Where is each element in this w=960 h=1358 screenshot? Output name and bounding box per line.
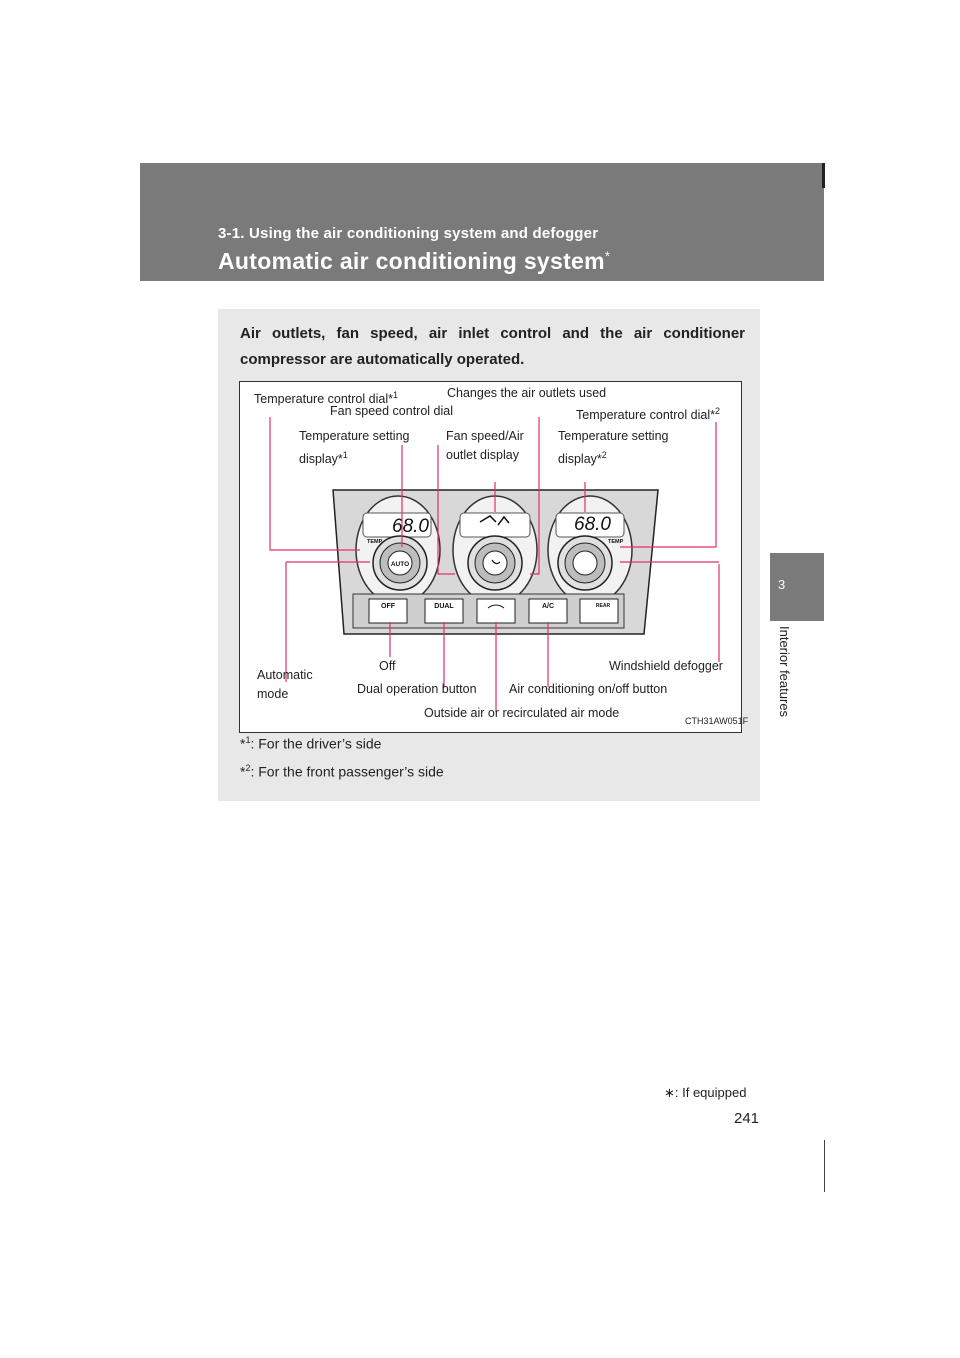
label-outlets: Changes the air outlets used: [447, 386, 607, 400]
label-temp-display-2-sup: 2: [601, 450, 607, 460]
label-dual: Dual operation button: [357, 682, 477, 696]
page-title: [218, 248, 610, 275]
label-temp-dial-2-sup: 2: [714, 406, 720, 416]
label-auto-line1: Automatic: [257, 668, 313, 682]
dual-button-text: DUAL: [434, 603, 454, 610]
display-right: 68.0: [574, 514, 611, 535]
label-auto-mode: [257, 666, 313, 704]
temp-label-right: TEMP: [608, 539, 624, 545]
figure-code: CTH31AW051F: [685, 716, 749, 726]
footnote-driver: [240, 735, 381, 752]
center-dial-group: [453, 496, 537, 604]
section-title: 3-1. Using the air conditioning system and defogger: [218, 225, 599, 242]
chapter-number: 3: [778, 577, 786, 592]
label-temp-display-1-line2: [299, 446, 409, 469]
label-temp-dial-1-sup: 1: [392, 390, 398, 400]
footnote-2-sup: 2: [245, 763, 251, 773]
label-fan-display-line1: Fan speed/Air: [446, 429, 524, 443]
off-button-text: OFF: [381, 603, 395, 610]
page-title-text: Automatic air conditioning system: [218, 248, 605, 274]
label-off: Off: [379, 659, 396, 673]
label-temp-display-2-line1: Temperature setting: [558, 429, 669, 443]
page-number: 241: [734, 1110, 760, 1127]
label-temp-display-2-line2-text: display*: [558, 452, 602, 467]
label-fan-display: [446, 427, 524, 465]
if-equipped-note: ∗: If equipped: [664, 1085, 747, 1100]
label-temp-dial-2: [576, 402, 720, 425]
label-windshield: Windshield defogger: [609, 659, 723, 673]
page-edge-mark: [824, 1140, 825, 1192]
button-row: [353, 594, 624, 628]
temp-label-left: TEMP: [367, 539, 383, 545]
footnote-1-text: : For the driver’s side: [250, 735, 382, 752]
label-temp-display-1-line1: Temperature setting: [299, 429, 410, 443]
footnote-2-mark: *: [240, 763, 246, 780]
right-dial-group: [548, 496, 632, 604]
footnote-1-mark: *: [240, 735, 246, 752]
intro-text: Air outlets, fan speed, air inlet control and the air conditioner compressor are automatically operated.: [240, 325, 745, 368]
label-fan-dial: Fan speed control dial: [330, 404, 453, 418]
left-dial-group: [356, 496, 440, 604]
ac-button-text: A/C: [541, 603, 555, 610]
label-temp-display-2: [558, 427, 668, 469]
label-recirc: Outside air or recirculated air mode: [424, 706, 620, 720]
rear-button-text: REAR: [595, 603, 611, 609]
footnote-passenger: [240, 763, 444, 780]
footnote-2-text: : For the front passenger’s side: [250, 763, 444, 780]
label-temp-display-1: [299, 427, 409, 469]
footnote-1-sup: 1: [245, 735, 251, 745]
chapter-label: Interior features: [777, 626, 792, 718]
page-title-mark: *: [604, 248, 611, 264]
label-ac: Air conditioning on/off button: [509, 682, 668, 696]
auto-button-text: AUTO: [390, 561, 410, 568]
label-fan-display-line2: outlet display: [446, 448, 519, 462]
header-edge-mark: [822, 163, 825, 188]
label-temp-display-1-line2-text: display*: [299, 452, 343, 467]
label-temp-dial-2-text: Temperature control dial*: [576, 408, 715, 423]
label-auto-line2: mode: [257, 687, 289, 701]
label-temp-display-2-line2: [558, 446, 668, 469]
control-panel-figure: [239, 381, 749, 733]
display-left: 68.0: [392, 516, 429, 537]
label-temp-dial-1-text: Temperature control dial*: [254, 392, 393, 407]
label-temp-display-1-sup: 1: [342, 450, 348, 460]
